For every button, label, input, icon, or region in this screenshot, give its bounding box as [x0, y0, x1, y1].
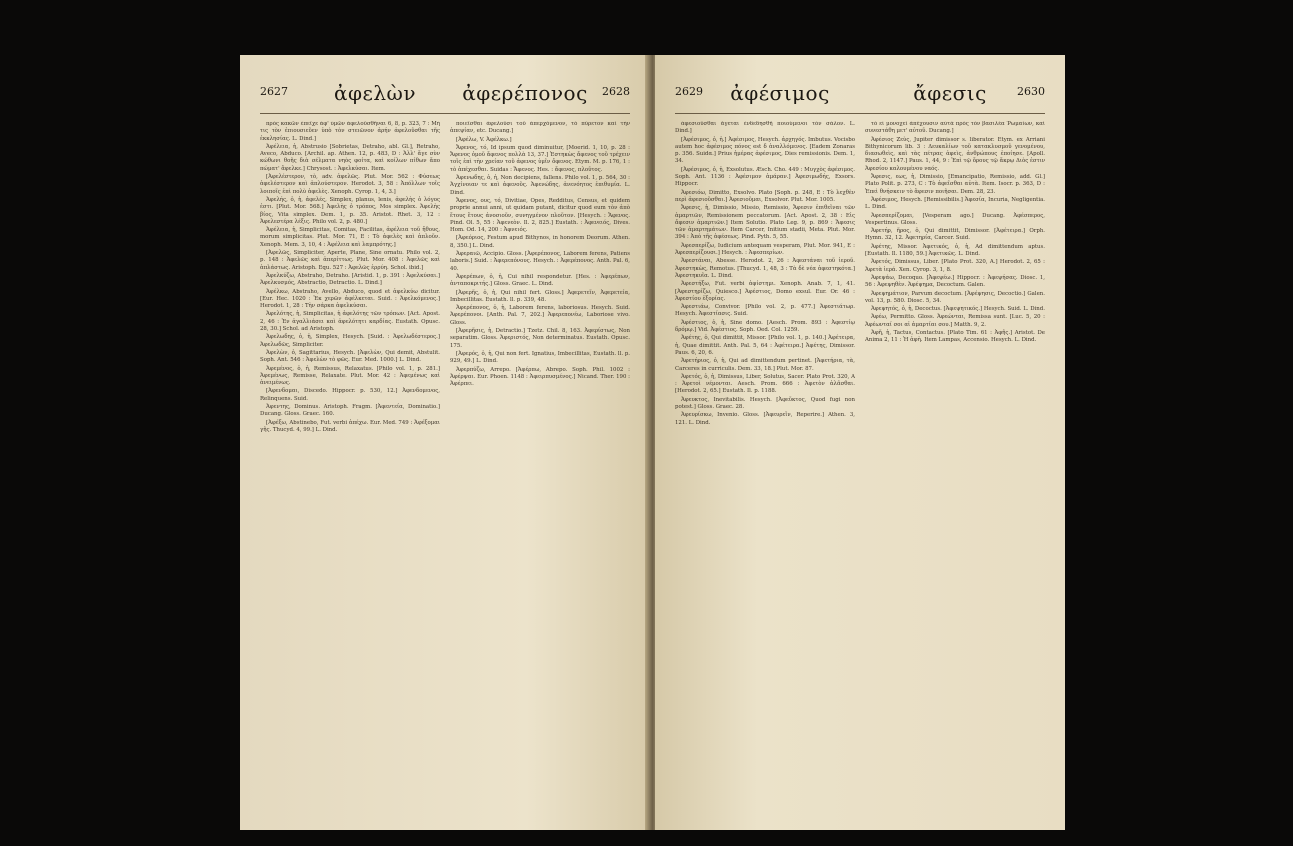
running-headword: ἀφέσιμος	[730, 81, 830, 105]
running-headword: ἄφεσις	[913, 81, 987, 105]
entry-paragraph: Ἀφετός, Dimissus, Liber. [Plato Prot. 320, A.] Herodot. 2, 65 : Ἀφετὰ ἱερά. Xen. Cyrop. 3, 1, 8.	[865, 259, 1045, 273]
text-column-1	[260, 121, 440, 811]
entry-paragraph: [Ἀφελῶς, Simpliciter, Aperte, Plane, Sine ornatu. Philo vol. 2, p. 148 : Ἀφελῶς καὶ ἀπερίττως. Plut. Mor. 408 : Ἀφελῶς καὶ ἀπλάστως. Aristoph. Equ. 527 : Ἀφελῶς ἐρρύη. Schol. ibid.]	[260, 250, 440, 271]
entry-paragraph: Ἀφελὼν, ὁ, Sagittarius, Hesych. [Ἀφελὼν, Qui demit, Abstulit. Soph. Ant. 546 : Ἀφελὼν τὸ φῶς. Eur. Med. 1000.] L. Dind.	[260, 349, 440, 364]
right-page	[655, 55, 1065, 830]
text-column-2	[450, 121, 630, 811]
entry-paragraph: τὸ εἰ μονοχεὶ ἀπέχουσιν αὐτὰ πρὸς τὸν βασιλέα Ῥωμαίων, καὶ συνεστάθη μετ' αὐτοῦ. Ducang.]	[865, 121, 1045, 135]
entry-paragraph: Ἀφεστάναι, Abesse. Herodot. 2, 26 : Ἀφεστάναι τοῦ ἱεροῦ. Ἀφεστηκὼς, Remotus. [Thucyd. 1, 48, 3 : Τὰ δὲ νέα ἀφεστηκότα.] Ἀφεστηκυῖα. L. Dind.	[675, 258, 855, 279]
running-headword: ἀφελὼν	[333, 81, 416, 105]
entry-paragraph: Ἀφεψημάτιον, Parvum decoctum. [Ἀφέψησις, Decoctio.] Galen. vol. 13, p. 580. Diosc. 5, 34.	[865, 290, 1045, 304]
right-page-header	[675, 81, 1045, 109]
page-number: 2630	[1017, 85, 1045, 98]
entry-paragraph: Ἄφενος, τό, Id ipsum quod diminuitur, [Moerid. 1, 10, p. 28 : Ἄφενος ὁμοῦ ἄφενος πολλὰ 13, 37.] Ἐστηκὼς ἄφενος τοῦ τρέχειν τοῖς ἐπὶ τὴν χρείαν τοῦ ἀφενος ὑμῖν ὄφενος. Etym. M. p. 176, 1 : τὸ ἀπέχεσθαι. Suidas : Ἄφενος. Hes. : ἄφενος, πλοῦτος.	[450, 144, 630, 173]
entry-paragraph: Ἀφῆ, ἡ, Tactus, Contactus. [Plato Tim. 61 : Ἀφῆς.] Aristot. De Anima 2, 11 : Ἡ ἀφὴ. Item Lampas, Accensio. Hesych. L. Dind.	[865, 330, 1045, 344]
entry-paragraph: Ἀφευκτος, Inevitabilis. Hesych. [Ἀφεῦκτος, Quod fugi non potest.] Gloss. Graec. 28.	[675, 396, 855, 410]
entry-paragraph: Ἀφερπύζω, Arrepo. [Ἀφέρπω, Abrepo. Soph. Phil. 1002 : Ἀφέρψαι. Eur. Phoen. 1148 : Ἀφειρπυσμένος.] Nicand. Ther. 190 : Ἀφέρπει.	[450, 366, 630, 388]
entry-paragraph: Ἀφεσπερίζομαι, [Vesperam ago.] Ducang. Ἀφέσπερος, Vespertinus. Gloss.	[865, 212, 1045, 226]
entry-paragraph: Ἀφερέπων, ὁ, ἡ, Cui nihil respondetur. [Hes. : Ἀφερέπων, ἀνταποκριτής.] Gloss. Graec. L. Dind.	[450, 273, 630, 288]
entry-paragraph: Ἀφελής, ὁ, ἡ, ἀφελές, Simplex, planus, lenis, ἀφελὴς ὁ λόγος ἐστι. [Plut. Mor. 568.] Ἀφελὴς ὁ τρόπος, Mos simplex. Ἀφελὴς βίος, Vita simplex. Dem. 1, p. 35. Aristot. Rhet. 3, 12 : Ἀφελεστέρα λέξις. Philo vol. 2, p. 480.]	[260, 196, 440, 225]
entry-paragraph: Ἀφέλεια, ἡ, Simplicitas, Comitas, Facilitas, ἀφέλεια τοῦ ἤθους, morum simplicitas. Plut. Mor. 71, E : Τὸ ἀφελὲς καὶ ἁπλοῦν. Xenoph. Mem. 3, 10, 4 : Ἀφέλεια καὶ λαμπρότης.]	[260, 227, 440, 248]
entry-paragraph: Ἀφεψάω, Decoquo. [Ἀφεψέω.] Hippocr. : Ἀφεψήσας. Diosc. 1, 56 : Ἀφεψηθὲν. Ἀφέψημα, Decoctum. Galen.	[865, 274, 1045, 289]
entry-paragraph: [Ἀφερῆς, ὁ, ἡ, Qui nihil fert. Gloss.] Ἀφερετεῖν, Ἀφερετεία, Imbecillitas. Eustath. ll. p. 339, 48.	[450, 289, 630, 303]
entry-paragraph: πρὸς κακῶν ἐπεῖχε ἀφ' ὑμῶν ἀφελοῦσθῆναι 6, 8, p. 323, 7 : Μὴ τις τὸν ἐπιουσιεῦεν ὑπὸ τὸν στειῶνον ἀρήν ἀφελοῦσθαι τῆς ἐκκλησίας. L. Dind.]	[260, 121, 440, 142]
entry-paragraph: Ἀφεντης, Dominus. Aristoph. Fragm. [Ἀφεντεία, Dominatio.] Ducang. Gloss. Graec. 160.	[260, 403, 440, 418]
entry-paragraph: Ἀφέτης, ὁ, Qui dimittit, Missor. [Philo vol. 1, p. 140.] Ἀφέτειρα, ἡ, Quae dimittit. Anth. Pal. 5, 64 : Ἀφέτειρα.] Ἀφέτης, Dimissor. Paus. 6, 20, 6.	[675, 335, 855, 356]
entry-paragraph: Ἀφεσπερίζω, Iudicium antequam vesperam, Plut. Mor. 941, E : Ἀφεσπερίζουσι.] Hesych. : Ἀφεσπερίων.	[675, 242, 855, 257]
entry-paragraph: [Ἀφέξω, Abstinebo, Fut. verbi ἀπέχω. Eur. Med. 749 : Ἀφέξομαι γῆς. Thucyd. 4, 99.] L. Dind.	[260, 419, 440, 433]
entry-paragraph: Ἀφέσιμος, Hesych. [Remissibilis.] Ἀφεσία, Incuria, Negligentia. L. Dind.	[865, 196, 1045, 211]
entry-paragraph: Ἄφενος, ους, τό, Divitiae, Opes, Redditus, Census, et quidem proprie annui anni, ut quidam putant, dicitur quod eum τὸν ἀπὸ ἔτους ἔτους ἀνοσιοῦν, συνηγμένον πλοῦτον. [Hesych. : Ἄφενος. Pind. Ol. 5, 55 : Ἀφενεὸν. Il. 2, 825.] Eustath. : Ἀφενειός, Dives. Hom. Od. 14, 200 : Ἀφνειός.	[450, 197, 630, 234]
entry-paragraph: Ἀφελκύζω, Abstraho, Detraho. [Aristid. 1, p. 391 : Ἀφελκύσαι.] Ἀφελκυσμός, Abstractio, Detractio. L. Dind.]	[260, 272, 440, 287]
entry-paragraph: ποιεῖσθαι ἀφελοῦσι τοῦ ἀπερχόμενον, τὸ πύρετον καὶ τὴν ἀπεψίαν, etc. Ducang.]	[450, 121, 630, 135]
left-page-header	[260, 81, 630, 109]
entry-paragraph: Ἄφεσις, ἡ, Dimissio, Missio, Remissio, Ἄφεσιν ἐπιθεῖναι τῶν ἁμαρτιῶν, Remissionem peccatorum. [Act. Apost. 2, 38 : Εἰς ἄφεσιν ἁμαρτιῶν.] Item Solutio. Plato Leg. 9, p. 869 : Ἄφεσις τῶν ἁμαρτημάτων. Item Carcer, Initium stadii, Meta. Plut. Mor. 394 : Ἀπὸ τῆς ἀφέσεως. Pind. Pyth. 5, 55.	[675, 205, 855, 241]
entry-paragraph: [Ἀφερός, ὁ, ἡ, Qui non fert. Ignatius, Imbecillitas, Eustath. ll. p. 929, 49.] L. Dind.	[450, 350, 630, 365]
entry-paragraph: Ἀφετήριος, ὁ, ἡ, Qui ad dimittendum pertinet. [Ἀφετήρια, τὰ, Carceres in curriculis. Dem. 33, 18.] Plut. Mor. 87.	[675, 358, 855, 372]
running-headword: ἀφερέπονος	[462, 81, 588, 105]
entry-paragraph: Ἀφεσιόω, Dimitto, Exsolvo. Plato [Soph. p. 248, E : Τὸ λεχθὲν περὶ ἀφεσιοῦσθαι.] Ἀφεσιοῦμαι, Exsolvor. Plut. Mor. 1005.	[675, 189, 855, 203]
entry-paragraph: Ἀφευρίσκω, Invenio. Gloss. [Ἀφευρεῖν, Reperire.] Athen. 3, 121. L. Dind.	[675, 412, 855, 426]
page-number: 2629	[675, 85, 703, 98]
entry-paragraph: ἀφεσιοῦσθαι ἄγεται ἐνδεδησθῆ ποιούμενοι τὸν σάλον. L. Dind.]	[675, 121, 855, 135]
entry-paragraph: Ἀφελωδης, ὁ, ἡ, Simplex, Hesych. [Suid. : Ἀφελωδέστερος.] Ἀφελωδῶς, Simpliciter.	[260, 334, 440, 348]
entry-paragraph: [Ἀφέλω, V. Ἀφέλκω.]	[456, 136, 512, 143]
page-number: 2627	[260, 85, 288, 98]
entry-paragraph: Ἀφεμένος, ὁ, ἡ, Remissus, Relaxatus. [Philo vol. 1, p. 281.] Ἀφεμένως, Remisse, Relaxate. Plut. Mor. 42 : Ἀφεμένως καὶ ἀνειμένως.	[260, 365, 440, 387]
entry-paragraph: [Ἀφεόριος, Festum apud Bithynos, in honorem Deorum. Athen. 8, 350.] L. Dind.	[450, 235, 630, 249]
header-rule	[260, 113, 630, 114]
left-page	[240, 55, 650, 830]
text-column-2	[865, 121, 1045, 811]
entry-paragraph: Ἀφετός, ὁ, ἡ, Dimissus, Liber, Solutus, Sacer. Plato Prot. 320, A : Ἀφετοὶ νέμονται. Aesch. Prom. 666 : Ἀφετὸν ἀλᾶσθαι. [Herodot. 2, 65.] Eustath. Il. p. 1188.	[675, 373, 855, 395]
entry-paragraph: [Ἀφενδομαι, Discedo. Hippocr. p. 530, 12.] Ἀφενδομενος, Relinquens. Suid.	[260, 388, 440, 402]
entry-paragraph: Ἀφελότης, ἡ, Simplicitas, ἡ ἀφελότης τῶν τρόπων. [Act. Apost. 2, 46 : Ἐν ἀγαλλιάσει καὶ ἀφελότητι καρδίας. Eustath. Opusc. 28, 30.] Schol. ad Aristoph.	[260, 311, 440, 333]
header-rule	[675, 113, 1045, 114]
book-spread	[240, 55, 1065, 830]
entry-paragraph: Ἀφενωδης, ὁ, ἡ, Non decipiens, fallens. Philo vol. 1, p. 564, 30 : Ἀγχίνοιαν τε καὶ ἀφενοῦς. Ἀφενώδης, ἀνενόητος ἐπιθυμία. L. Dind.	[450, 175, 630, 196]
entry-paragraph: [Ἀφερῆσις, ἡ, Detractio.] Tzetz. Chil. 8, 163. Ἀφερίστως, Non separatim. Gloss. Ἀφεριστός, Non determinatus. Eustath. Opusc. 175.	[450, 328, 630, 349]
entry-paragraph: Ἀφέλεια, ἡ, Abstrusio [Sobrietas, Detraho, abl. Gl.], Retraho, Aveco, Abduco. [Archil. ap. Athen. 12, p. 483, D : Ἀλλ' ἄγε σὺν κώθωνι θοῆς διὰ σέλματα νηὸς φοίτα, καὶ κοίλων πίθων ἄπο πώματ' ἄφελκε.] Chrysost. : Ἀφελκύσαι. Item.	[260, 143, 440, 172]
entry-paragraph: Ἀφετήρ, ῆρος, ὁ, Qui dimittit, Dimissor. [Ἀφέτειρα.] Orph. Hymn. 32, 12. Ἀφετηρία, Carcer. Suid.	[865, 228, 1045, 242]
text-column-1	[675, 121, 855, 811]
entry-paragraph: Ἀφερέπονος, ὁ, ἡ, Laborem ferens, laboriosus. Hesych. Suid. Ἀφερέπονοι. [Anth. Pal. 7, 202.] Ἀφερεπονέω, Laboriose vivo. Gloss.	[450, 305, 630, 326]
entry-paragraph: Ἀφεψητός, ὁ, ἡ, Decoctus. [Ἀφεψητικός.] Hesych. Suid. L. Dind.	[871, 306, 1045, 313]
entry-paragraph: [Ἀφελέστερον, τὸ, adv. ἀφελῶς. Plut. Mor. 562 : Φύσεως ἀφελέστερον καὶ ἁπλούστερον. Herodot. 3, 58 : Ἀπόλλων τοῖς λοιποῖς ἐπὶ πολὺ ἀφελὲς. Xenoph. Cyrop. 1, 4, 3.]	[260, 174, 440, 195]
entry-paragraph: [Ἀφέσιμος, ὁ, ἡ.] Ἀφέσιμος, Hesych. ἀρχηγός. Imbutus. Vocisbo autem hoc ἀφέσιμος πόνος est δ ἀναλλόμενος. [Eadem Zonaras p. 356. Suidα.] Prius ἡμέρας ἀφέσιμος, Dies remissionis. Dem. 1, 34.	[675, 136, 855, 165]
entry-paragraph: Ἄφεσις, εως, ἡ, Dimissio, [Emancipatio, Remissio, add. Gl.] Plato Polit. p. 273, C : Τὸ ἀφεῖσθαι αὐτὰ. Item. Isocr. p. 363, D : Ἐπεὶ θνήσκειν τὸ ἄφεσιν ποιῆσαι. Dem. 28, 23.	[865, 174, 1045, 195]
entry-paragraph: Ἀφέω, Permitto. Gloss. Ἀφεώνται, Remissa sunt. [Luc. 5, 20 : Ἀφέωνταί σοι αἱ ἁμαρτίαι σου.] Matth. 9, 2.	[865, 314, 1045, 328]
entry-paragraph: [Ἀφέσιμος, ὁ, ἡ, Exsolutus. Æsch. Cho. 449 : Μυγχὸς ἀφέσιμος. Soph. Ant. 1136 : Ἀφέσιμον ἀμάραν.] Ἀφεσιμωδής, Exsors. Hippocr.	[675, 166, 855, 188]
entry-paragraph: Ἀφεστιάω, Convivor. [Philo vol. 2, p. 477.] Ἀφεστιάτωρ. Hesych. Ἀφεστίασις. Suid.	[675, 304, 855, 318]
entry-paragraph: Ἀφέστιος, ὁ, ἡ, Sine domo. [Aesch. Prom. 893 : Ἀφεστίῳ δρόμῳ.] Vid. Ἀφέστιος. Soph. Oed. Col. 1259.	[675, 319, 855, 334]
entry-paragraph: Ἀφεραιῶ, Accipio. Gloss. [Ἀφερέπονος, Laborem ferens, Patiens laboris.] Suid. : Ἀφερεπόνους. Hesych. : Ἀφερέπονος. Anth. Pal. 6, 40.	[450, 251, 630, 272]
entry-paragraph: Ἀφέτης, Missor. Ἀφετικός, ὁ, ἡ, Ad dimittendum aptus. [Eustath. Il. 1180, 59.] Ἀφετικῶς. L. Dind.	[865, 243, 1045, 258]
entry-paragraph: Ἀφέλκω, Abstraho, Avello, Abduco, quod et ἀφελκύω dicitur. [Eur. Hec. 1020 : Ἐκ χερῶν ἀφέλκεται. Suid. : Ἀφελκόμενος.] Herodot. 1, 28 : Τὴν σάρκα ἀφελκύσαι.	[260, 288, 440, 310]
entry-paragraph: Ἀφέσιος Ζεὺς, Jupiter dimissor s. liberator. Etym. ex Arriani Bithynicorum lib. 3 : Δευκαλίων τοῦ κατακλυσμοῦ γενομένου, διασωθεὶς, καὶ τὰς πέτρας ἀφεὶς, ἀνθρώπους ἐποίησε. [Apoll. Rhod. 2, 1147.] Paus. 1, 44, 9 : Ἐπὶ τῷ ὄρους τῷ ἄκρῳ Διὸς ἐστιν Ἀφεσίου καλουμένου ναός.	[865, 136, 1045, 172]
entry-paragraph: Ἀφεστήξω, Fut. verbi ἀφίστημι. Xenoph. Anab. 7, 1, 41. [Ἀφεστηρίζω, Quiesco.] Ἀφέστιος, Domo exsul. Eur. Or. 46 : Ἀφεστίου ἐξορίας.	[675, 281, 855, 302]
page-number: 2628	[602, 85, 630, 98]
